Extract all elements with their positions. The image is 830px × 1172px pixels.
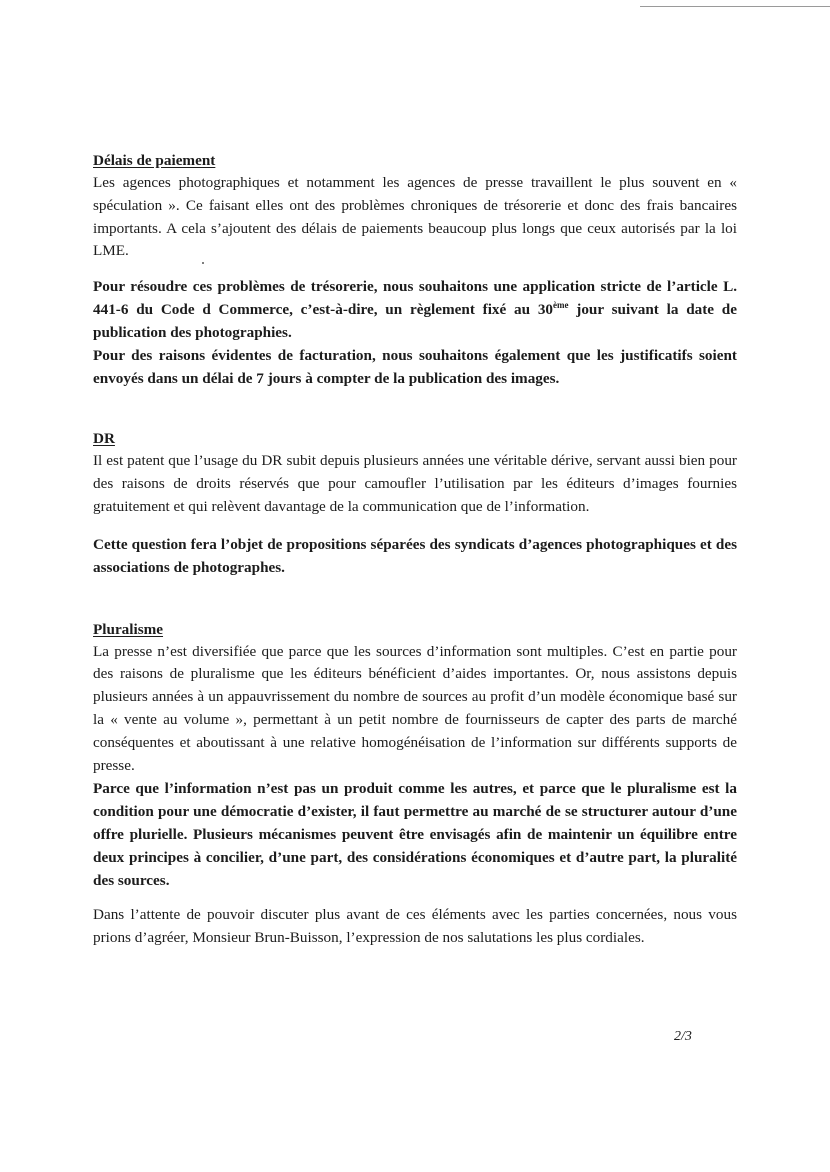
closing-paragraph: Dans l’attente de pouvoir discuter plus avant de ces éléments avec les parties concernées, nous vous prions d’agréer, Monsieur Brun-Buisson, l’expression de nos salutations les plus cordiales. [93, 906, 737, 947]
section-paragraph: Il est patent que l’usage du DR subit depuis plusieurs années une véritable dérive, servant aussi bien pour des raisons de droits réservés que pour camoufler l’utilisation par les éditeurs d’images fournies gratuitement et qui relèvent davantage de la communication que de l’information. [93, 452, 737, 515]
section-title: DR [93, 430, 115, 448]
bold-text-part: jour suivant la date de publication des photographies. [93, 301, 737, 342]
page-number: 2/3 [674, 1029, 692, 1044]
section-pluralisme [93, 619, 737, 893]
letter-body [93, 150, 737, 950]
section-dr [93, 428, 737, 578]
section-bold-paragraph: Parce que l’information n’est pas un produit comme les autres, et parce que le pluralisme est la condition pour une démocratie d’exister, il faut permettre au marché de se structurer autour d’une offre plurielle. Plusieurs mécanismes peuvent être envisagés afin de maintenir un équilibre entre deux principes à concilier, d’une part, des considérations économiques et d’autre part, la pluralité des sources. [93, 780, 737, 890]
section-bold-paragraph: Pour des raisons évidentes de facturation, nous souhaitons également que les justificatifs soient envoyés dans un délai de 7 jours à compter de la publication des images. [93, 347, 737, 388]
section-delais-paiement [93, 150, 737, 390]
scan-edge-line [640, 6, 830, 7]
section-bold-paragraph [93, 275, 737, 344]
bold-text-part: Pour résoudre ces problèmes de trésorerie, nous souhaitons une application stricte de l’article L. 441-6 du Code d Commerce, c’est-à-dire, un règlement fixé au 30 [93, 278, 737, 319]
section-paragraph: La presse n’est diversifiée que parce que les sources d’information sont multiples. C’est en partie pour des raisons de pluralisme que les éditeurs bénéficient d’aides importantes. Or, nous assistons depuis plusieurs années à un appauvrissement du nombre de sources au profit d’un modèle économique basé sur la « vente au volume », permettant à un petit nombre de fournisseurs de capter des parts de marché conséquentes et aboutissant à une relative homogénéisation de l’information sur différents supports de presse. [93, 642, 737, 774]
section-title: Délais de paiement [93, 152, 216, 169]
section-bold-paragraph: Cette question fera l’objet de propositions séparées des syndicats d’agences photographiques et des associations de photographes. [93, 535, 737, 576]
superscript-ordinal: ème [553, 300, 569, 311]
section-title: Pluralisme [93, 620, 164, 638]
section-paragraph: Les agences photographiques et notamment les agences de presse travaillent le plus souvent en « spéculation ». Ce faisant elles ont des problèmes chroniques de trésorerie et donc des frais bancaires importants. A cela s’ajoutent des délais de paiements beaucoup plus longs que ceux autorisés par la loi LME. [93, 174, 737, 260]
